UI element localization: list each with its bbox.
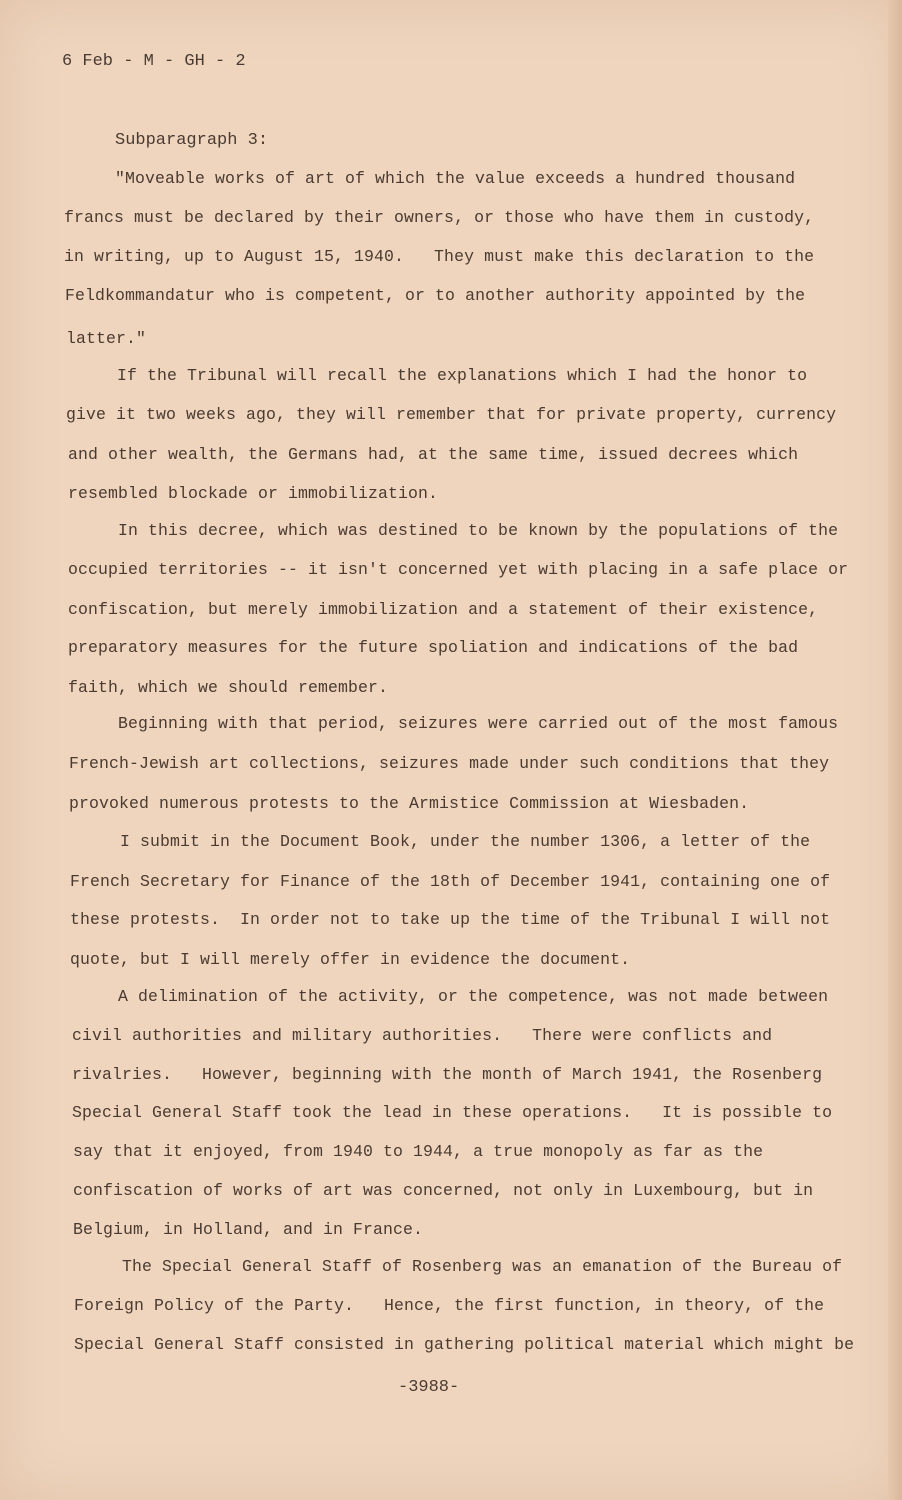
page-edge	[888, 0, 902, 1500]
text-line: "Moveable works of art of which the value exceeds a hundred thousand	[115, 169, 796, 188]
text-line: The Special General Staff of Rosenberg was an emanation of the Bureau of	[122, 1257, 843, 1276]
text-line: say that it enjoyed, from 1940 to 1944, a true monopoly as far as the	[73, 1142, 764, 1161]
text-line: civil authorities and military authorities. There were conflicts and	[72, 1026, 773, 1045]
text-line: French Secretary for Finance of the 18th of December 1941, containing one of	[70, 872, 831, 891]
text-line: In this decree, which was destined to be known by the populations of the	[118, 521, 839, 540]
text-line: latter."	[66, 329, 147, 348]
text-line: occupied territories -- it isn't concerned yet with placing in a safe place or	[68, 560, 849, 579]
text-line: I submit in the Document Book, under the number 1306, a letter of the	[120, 832, 811, 851]
text-line: resembled blockade or immobilization.	[68, 484, 439, 503]
text-line: Beginning with that period, seizures were carried out of the most famous	[118, 714, 839, 733]
text-line: quote, but I will merely offer in evidence the document.	[70, 950, 631, 969]
text-line: confiscation, but merely immobilization and a statement of their existence,	[68, 600, 819, 619]
text-line: If the Tribunal will recall the explanations which I had the honor to	[117, 366, 808, 385]
page-number: -3988-	[398, 1378, 460, 1397]
text-line: Foreign Policy of the Party. Hence, the first function, in theory, of the	[74, 1296, 825, 1315]
text-line: faith, which we should remember.	[68, 678, 389, 697]
text-line: and other wealth, the Germans had, at the same time, issued decrees which	[68, 445, 799, 464]
text-line: in writing, up to August 15, 1940. They must make this declaration to the	[64, 247, 815, 266]
subparagraph-heading: Subparagraph 3:	[115, 131, 269, 150]
text-line: these protests. In order not to take up the time of the Tribunal I will not	[70, 910, 831, 929]
text-line: confiscation of works of art was concerned, not only in Luxembourg, but in	[73, 1181, 814, 1200]
document-reference: 6 Feb - M - GH - 2	[62, 52, 246, 71]
text-line: provoked numerous protests to the Armistice Commission at Wiesbaden.	[69, 794, 750, 813]
text-line: A delimination of the activity, or the competence, was not made between	[118, 987, 829, 1006]
text-line: Belgium, in Holland, and in France.	[73, 1220, 424, 1239]
text-line: rivalries. However, beginning with the month of March 1941, the Rosenberg	[72, 1065, 823, 1084]
text-line: Special General Staff consisted in gathering political material which might be	[74, 1335, 855, 1354]
text-line: French-Jewish art collections, seizures made under such conditions that they	[69, 754, 830, 773]
text-line: give it two weeks ago, they will remember that for private property, currency	[66, 405, 837, 424]
text-line: preparatory measures for the future spoliation and indications of the bad	[68, 638, 799, 657]
text-line: francs must be declared by their owners, or those who have them in custody,	[64, 208, 815, 227]
text-line: Special General Staff took the lead in these operations. It is possible to	[72, 1103, 833, 1122]
text-line: Feldkommandatur who is competent, or to another authority appointed by the	[65, 286, 806, 305]
